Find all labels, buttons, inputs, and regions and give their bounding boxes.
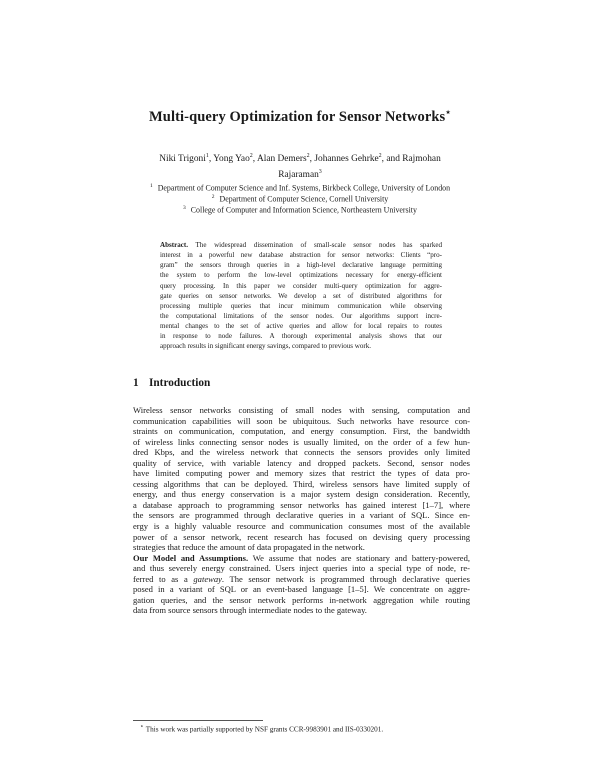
abstract-line (160, 281, 442, 291)
body-line: dred Kbps, and the wireless network that connects the sensors provides only limited (133, 447, 470, 458)
abstract-text: the system to perform the low-level optimizations necessary for energy-efficient (160, 271, 442, 280)
footnote (140, 723, 383, 733)
section-heading (133, 377, 210, 389)
abstract-text: gram” the sensors through queries in a high-level declarative language permitting (160, 261, 442, 270)
body-line: have limited computing power and memory sizes that restrict the types of data pro- (133, 468, 470, 479)
author-line-2 (140, 166, 460, 182)
body-line: and thus severely energy constrained. Users inject queries into a special type of node, re- (133, 563, 470, 574)
body-line: communication capabilities will soon be ubiquitous. Such networks have resource con- (133, 415, 470, 426)
abstract-text: the computational limitations of the sensor nodes. Our algorithms support incre- (160, 311, 442, 320)
affiliation-marker: 1 (149, 183, 153, 189)
abstract-line (160, 250, 442, 260)
body-line: Wireless sensor networks consisting of small nodes with sensing, computation and (133, 405, 470, 415)
author-name: Johannes Gehrke (314, 154, 379, 165)
abstract-line (160, 240, 442, 250)
footnote-rule (133, 720, 263, 721)
body-line: of wireless links connecting sensor nodes is usually limited, on the order of a few hun- (133, 436, 470, 447)
abstract-text: The widespread dissemination of small-scale sensor nodes has sparked (195, 241, 442, 249)
body-line: straints on communication, computation, and energy consumption. First, the bandwidth (133, 426, 470, 437)
abstract-line (160, 321, 442, 331)
author-list (140, 150, 460, 182)
abstract (160, 240, 442, 352)
body-text (133, 405, 470, 616)
emphasis: gateway (193, 573, 222, 584)
author-line-1 (140, 150, 460, 166)
affiliation-3 (100, 203, 500, 216)
abstract-text: mental changes to the set of active queries and allow for local repairs to routes (160, 322, 442, 331)
title-text: Multi-query Optimization for Sensor Networks (149, 108, 446, 125)
abstract-text: approach results in significant energy savings, compared to previous work. (160, 342, 372, 351)
body-line: ergy is a highly valuable resource and communication consumes most of the available (133, 521, 470, 532)
body-line: gation queries, and the sensor network performs in-network aggregation while routing (133, 594, 470, 605)
abstract-line (160, 291, 442, 301)
body-line: power of a sensor network, recent research has focused on devising query processing (133, 531, 470, 542)
affiliation-marker: 2 (211, 194, 215, 200)
author-separator: , and Rajmohan (381, 154, 441, 165)
body-line: a database approach to programming sensor networks has gained interest [1–7], where (133, 499, 470, 510)
body-line: cessing algorithms that can be deployed. Third, wireless sensors have limited supply of (133, 478, 470, 489)
author-name: Niki Trigoni (159, 154, 206, 165)
affiliation-text: Department of Computer Science and Inf. Systems, Birkbeck College, University of London (157, 183, 451, 193)
footnote-text: This work was partially supported by NSF grants CCR-9983901 and IIS-0330201. (145, 725, 384, 734)
body-text-run: We assume that nodes are stationary and battery-powered, (252, 552, 470, 563)
body-line: energy, and thus energy conservation is a major system design consideration. Recently, (133, 489, 470, 500)
author-affil-marker: 3 (318, 169, 322, 176)
abstract-line (160, 260, 442, 270)
affiliation-text: Department of Computer Science, Cornell University (219, 194, 389, 204)
affiliation-marker: 3 (183, 205, 186, 211)
abstract-line (160, 301, 442, 311)
author-affil-marker: 2 (378, 153, 382, 159)
abstract-label: Abstract. (160, 241, 188, 249)
section-title: Introduction (149, 377, 211, 389)
abstract-text: interest in a powerful new database abstraction for sensor networks: Clients “pro- (160, 251, 442, 260)
body-line: strategies that reduce the amount of data propagated in the network. (133, 542, 365, 553)
author-affil-marker: 2 (306, 153, 310, 159)
body-line: ferred to as a gateway. The sensor network is programmed through declarative queries (133, 573, 470, 584)
author-affil-marker: 2 (249, 153, 253, 159)
author-separator: , (208, 154, 214, 165)
abstract-text: processing multiple queries that incur minimum communication while observing (160, 301, 442, 310)
paragraph-heading: Our Model and Assumptions. (133, 552, 249, 563)
title-footnote-marker: ⋆ (445, 107, 451, 117)
affiliation-text: College of Computer and Information Science, Northeastern University (190, 205, 417, 215)
section-number: 1 (133, 377, 139, 389)
author-name: Alan Demers (256, 154, 307, 165)
abstract-text: query processing. In this paper we consider multi-query optimization for aggre- (160, 281, 442, 290)
body-line: posed in a variant of SQL or an event-based language [1–5]. We concentrate on aggre- (133, 584, 470, 595)
author-affil-marker: 1 (205, 153, 209, 159)
author-separator: , (252, 154, 257, 165)
body-line: data from source sensors through intermediate nodes to the gateway. (133, 605, 367, 616)
body-line: quality of service, with variable latency and dropped packets. Second, sensor nodes (133, 457, 470, 468)
abstract-text: gate queries on sensor networks. We develop a set of distributed algorithms for (160, 291, 442, 300)
abstract-line (160, 270, 442, 280)
abstract-text: in response to node failures. A thorough experimental analysis shows that our (160, 332, 442, 341)
footnote-marker: ⋆ (140, 724, 144, 730)
author-separator: , (309, 154, 315, 165)
abstract-line (160, 311, 442, 321)
abstract-line (160, 341, 442, 351)
body-line (133, 553, 470, 564)
author-name: Yong Yao (213, 154, 250, 165)
paper-title (0, 107, 600, 126)
abstract-line (160, 331, 442, 341)
author-name: Rajaraman (278, 170, 319, 181)
body-line: the sensors are programmed through declarative queries in a variant of SQL. Since en- (133, 510, 470, 521)
